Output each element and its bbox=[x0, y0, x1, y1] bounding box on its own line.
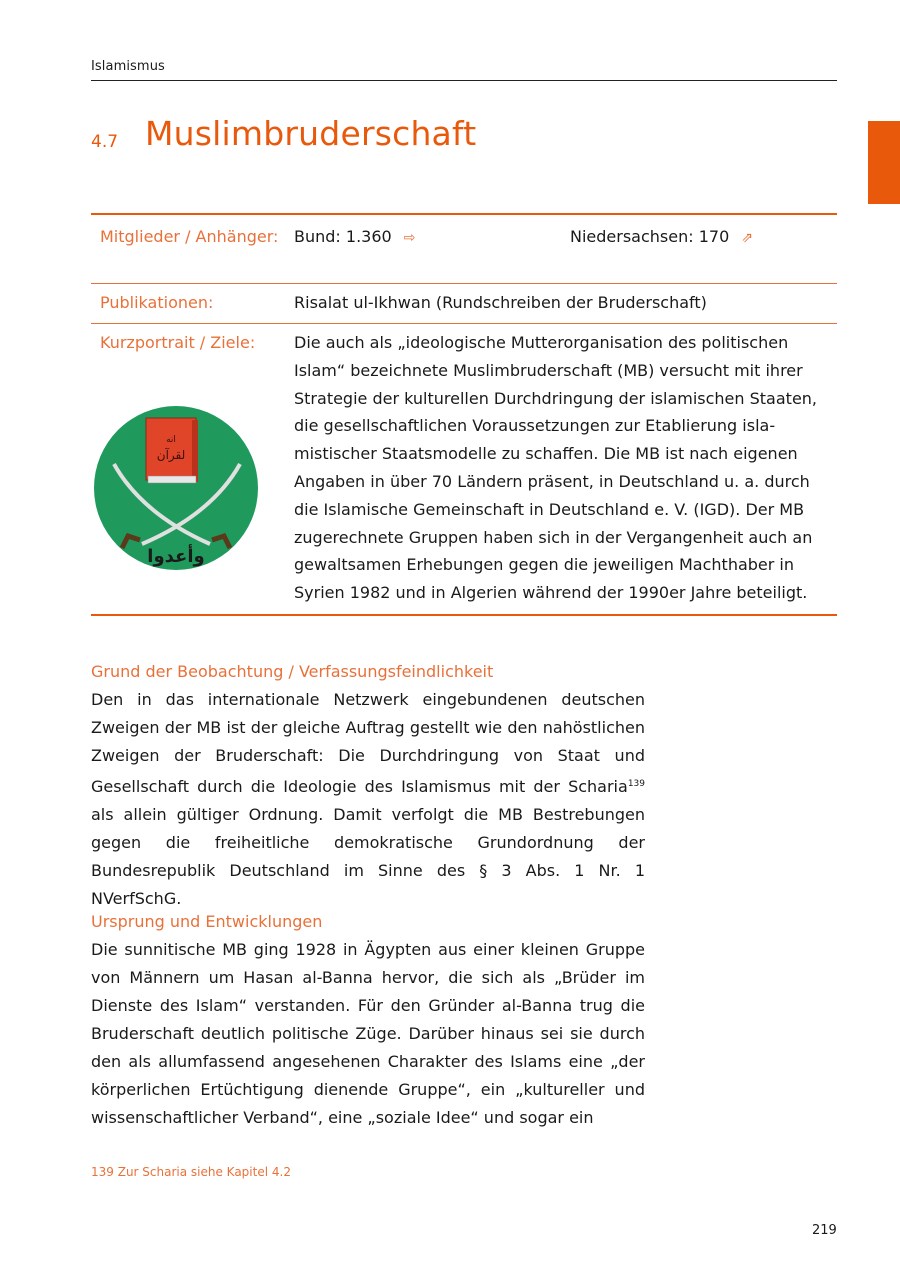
running-head: Islamismus bbox=[91, 59, 165, 74]
svg-text:ﻭﺃﻋﺪﻭﺍ: ﻭﺃﻋﺪﻭﺍ bbox=[147, 546, 205, 567]
section-body: Die sunnitische MB ging 1928 in Ägypten aus einer kleinen Gruppe von Männern um Hasan al-Banna hervor, die sich als „Brüder im Dienste des Islam“ verstanden. Für den Gründer al-Banna trug die Bruderschaft deutlich politische Züge. Darüber hinaus sei sie durch den als allumfassend angesehenen Charakter des Islams eine „der körperlichen Ertüchtigung dienende Gruppe“, ein „kultureller und wissenschaftlicher Verband“, eine „soziale Idee“ und sogar ein bbox=[91, 940, 645, 1127]
arrow-up-right-icon: ⇗ bbox=[741, 230, 753, 246]
publications-row bbox=[91, 283, 837, 323]
chapter-title: Muslimbruderschaft bbox=[145, 114, 477, 153]
portrait-label: Kurzportrait / Ziele: bbox=[100, 333, 256, 352]
chapter-side-tab bbox=[868, 121, 900, 204]
members-bund-value: Bund: 1.360 bbox=[294, 227, 392, 246]
muslim-brotherhood-emblem-icon bbox=[92, 404, 260, 572]
section-heading: Grund der Beobachtung / Verfassungsfeindlichkeit bbox=[91, 662, 494, 681]
footnote-ref[interactable]: 139 bbox=[627, 779, 645, 789]
members-label: Mitglieder / Anhänger: bbox=[100, 227, 279, 246]
members-row bbox=[91, 213, 837, 283]
portrait-text: Die auch als „ideologische Mutterorganisation des politischen Islam“ bezeichnete Muslimbruderschaft (MB) versucht mit ihrer Strategie der kulturellen Durchdringung der islamischen Staaten, die gesellschaftlichen Voraussetzungen zur Etablierung islamistischer Staatsmodelle zu schaffen. Die MB ist nach eigenen Angaben in über 70 Ländern präsent, in Deutschland u. a. durch die Islamische Gemeinschaft in Deutschland e. V. (IGD). Der MB zugerechnete Gruppen haben sich in der Vergangenheit auch an gewaltsamen Erhebungen gegen die jeweiligen Machthaber in Syrien 1982 und in Algerien während der 1990er Jahre beteiligt. bbox=[294, 333, 818, 603]
chapter-number: 4.7 bbox=[91, 132, 119, 152]
members-niedersachsen bbox=[570, 223, 753, 252]
members-bund bbox=[294, 223, 415, 252]
section-observation-reason bbox=[91, 658, 645, 913]
section-body-text: Den in das internationale Netzwerk eingebundenen deutschen Zweigen der MB ist der gleiche Auftrag gestellt wie den nahöstlichen Zweigen der Bruderschaft: Die Durchdringung von Staat und Gesellschaft durch die Ideologie des Islamismus mit der Scharia bbox=[91, 690, 645, 796]
page-number: 219 bbox=[812, 1223, 837, 1238]
header-rule bbox=[91, 80, 837, 81]
svg-text:ﺍﻧﻪ: ﺍﻧﻪ bbox=[166, 435, 176, 445]
portrait-row bbox=[91, 323, 837, 616]
section-body-text: als allein gültiger Ordnung. Damit verfolgt die MB Bestrebungen gegen die freiheitliche demokratische Grundordnung der Bundesrepublik Deutschland im Sinne des § 3 Abs. 1 Nr. 1 NVerfSchG. bbox=[91, 805, 645, 908]
arrow-right-icon: ⇨ bbox=[403, 230, 416, 246]
section-body bbox=[91, 686, 645, 913]
footnote: 139 Zur Scharia siehe Kapitel 4.2 bbox=[91, 1165, 291, 1179]
section-origin-development bbox=[91, 908, 645, 1132]
section-heading: Ursprung und Entwicklungen bbox=[91, 912, 323, 931]
info-table bbox=[91, 213, 837, 616]
publications-value: Risalat ul-Ikhwan (Rundschreiben der Bruderschaft) bbox=[294, 293, 707, 312]
publications-label: Publikationen: bbox=[100, 293, 214, 312]
svg-text:ﻟﻘﺮﺁﻥ: ﻟﻘﺮﺁﻥ bbox=[156, 448, 186, 462]
members-niedersachsen-value: Niedersachsen: 170 bbox=[570, 227, 730, 246]
